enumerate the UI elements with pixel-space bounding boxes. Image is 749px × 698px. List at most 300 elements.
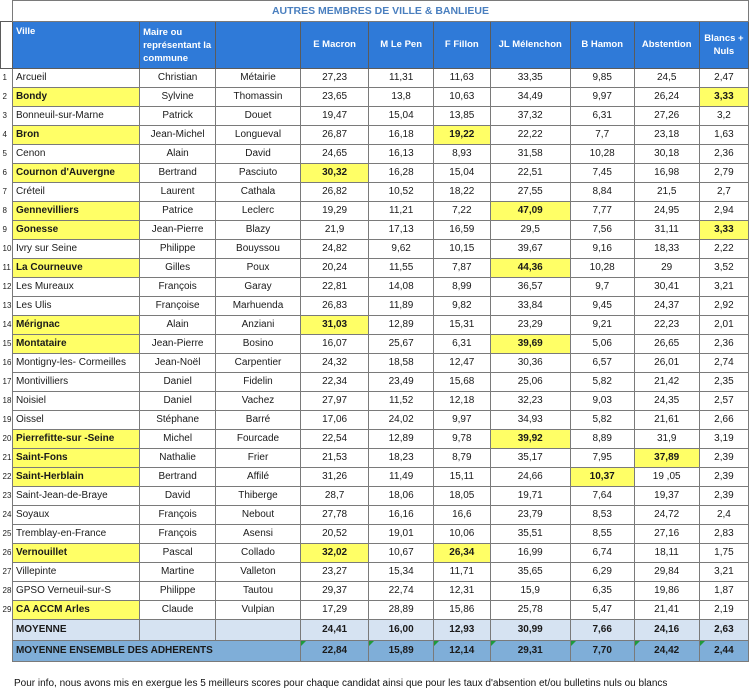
cell-hamon: 5,82 xyxy=(570,373,634,392)
table-row xyxy=(1,563,749,582)
cell-nom: Bosino xyxy=(216,335,301,354)
row-number: 19 xyxy=(2,415,12,424)
cell-lepen: 11,55 xyxy=(369,259,434,278)
cell-ville: Cenon xyxy=(12,145,139,164)
cell-blancs: 3,19 xyxy=(699,430,748,449)
cell-macron: 27,78 xyxy=(300,506,368,525)
cell-blancs: 3,33 xyxy=(699,221,748,240)
row-number: 8 xyxy=(2,206,7,215)
cell-blancs: 2,92 xyxy=(699,297,748,316)
cell-fillon: 18,05 xyxy=(433,487,490,506)
cell-melenchon: 15,9 xyxy=(490,582,570,601)
table-row xyxy=(1,506,749,525)
cell-hamon: 7,77 xyxy=(570,202,634,221)
table-row xyxy=(1,544,749,563)
row-number: 29 xyxy=(2,605,12,614)
cell-ville: Bondy xyxy=(12,88,139,107)
table-row xyxy=(1,126,749,145)
cell-blancs: 2,79 xyxy=(699,164,748,183)
cell-abstention: 29,84 xyxy=(634,563,699,582)
cell-macron: 26,83 xyxy=(300,297,368,316)
cell-macron: 23,65 xyxy=(300,88,368,107)
cell-macron: 30,32 xyxy=(300,164,368,183)
cell-hamon: 7,64 xyxy=(570,487,634,506)
cell-lepen: 19,01 xyxy=(369,525,434,544)
cell-nom: Frier xyxy=(216,449,301,468)
cell-ville: La Courneuve xyxy=(12,259,139,278)
table-row xyxy=(1,449,749,468)
moyenne-row-macron: 24,41 xyxy=(300,620,368,641)
table-row xyxy=(1,487,749,506)
cell-fillon: 26,34 xyxy=(433,544,490,563)
moyenne-row xyxy=(1,620,749,641)
cell-melenchon: 47,09 xyxy=(490,202,570,221)
row-number: 14 xyxy=(2,320,12,329)
cell-prenom: Daniel xyxy=(140,392,216,411)
cell-lepen: 13,8 xyxy=(369,88,434,107)
cell-prenom: Daniel xyxy=(140,373,216,392)
cell-ville: Créteil xyxy=(12,183,139,202)
cell-abstention: 24,35 xyxy=(634,392,699,411)
cell-prenom: Gilles xyxy=(140,259,216,278)
cell-abstention: 22,23 xyxy=(634,316,699,335)
cell-abstention: 24,72 xyxy=(634,506,699,525)
table-row xyxy=(1,240,749,259)
cell-fillon: 9,97 xyxy=(433,411,490,430)
cell-abstention: 26,01 xyxy=(634,354,699,373)
cell-lepen: 18,06 xyxy=(369,487,434,506)
table-row xyxy=(1,278,749,297)
cell-hamon: 7,95 xyxy=(570,449,634,468)
cell-melenchon: 39,67 xyxy=(490,240,570,259)
cell-hamon: 6,57 xyxy=(570,354,634,373)
table-row xyxy=(1,221,749,240)
cell-nom: Leclerc xyxy=(216,202,301,221)
table-row xyxy=(1,202,749,221)
cell-ville: Soyaux xyxy=(12,506,139,525)
cell-nom: Anziani xyxy=(216,316,301,335)
row-number: 1 xyxy=(2,73,7,83)
cell-macron: 23,27 xyxy=(300,563,368,582)
cell-fillon: 12,47 xyxy=(433,354,490,373)
cell-nom: Blazy xyxy=(216,221,301,240)
cell-fillon: 15,68 xyxy=(433,373,490,392)
cell-abstention: 19,37 xyxy=(634,487,699,506)
cell-lepen: 16,18 xyxy=(369,126,434,145)
cell-blancs: 2,4 xyxy=(699,506,748,525)
cell-melenchon: 34,49 xyxy=(490,88,570,107)
cell-fillon: 9,82 xyxy=(433,297,490,316)
table-row xyxy=(1,354,749,373)
table-row xyxy=(1,183,749,202)
cell-fillon: 10,06 xyxy=(433,525,490,544)
cell-macron: 20,52 xyxy=(300,525,368,544)
cell-macron: 21,9 xyxy=(300,221,368,240)
row-number: 3 xyxy=(2,111,7,120)
cell-ville: Pierrefitte-sur -Seine xyxy=(12,430,139,449)
cell-lepen: 11,49 xyxy=(369,468,434,487)
row-number: 23 xyxy=(2,491,12,500)
moyenne-ensemble-row-melenchon: 29,31 xyxy=(490,641,570,662)
cell-melenchon: 44,36 xyxy=(490,259,570,278)
moyenne-row-fillon: 12,93 xyxy=(433,620,490,641)
cell-abstention: 29 xyxy=(634,259,699,278)
moyenne-ensemble-row-macron: 22,84 xyxy=(300,641,368,662)
cell-fillon: 8,93 xyxy=(433,145,490,164)
row-number: 2 xyxy=(2,92,7,101)
cell-prenom: Laurent xyxy=(140,183,216,202)
cell-fillon: 18,22 xyxy=(433,183,490,202)
cell-ville: Gonesse xyxy=(12,221,139,240)
cell-macron: 22,34 xyxy=(300,373,368,392)
header-melenchon: JL Mélenchon xyxy=(490,22,570,69)
cell-ville: Montataire xyxy=(12,335,139,354)
cell-fillon: 10,63 xyxy=(433,88,490,107)
moyenne-ensemble-row-blancs: 2,44 xyxy=(699,641,748,662)
cell-nom: Valleton xyxy=(216,563,301,582)
cell-blancs: 3,21 xyxy=(699,563,748,582)
cell-nom: Garay xyxy=(216,278,301,297)
row-number: 26 xyxy=(2,548,12,557)
cell-prenom: Jean-Pierre xyxy=(140,221,216,240)
cell-abstention: 31,11 xyxy=(634,221,699,240)
cell-lepen: 15,04 xyxy=(369,107,434,126)
cell-fillon: 8,99 xyxy=(433,278,490,297)
row-number: 4 xyxy=(2,130,7,139)
cell-lepen: 25,67 xyxy=(369,335,434,354)
cell-melenchon: 25,06 xyxy=(490,373,570,392)
cell-lepen: 15,34 xyxy=(369,563,434,582)
cell-ville: Bron xyxy=(12,126,139,145)
cell-macron: 27,23 xyxy=(300,69,368,88)
cell-melenchon: 22,51 xyxy=(490,164,570,183)
cell-nom: Asensi xyxy=(216,525,301,544)
cell-ville: Noisiel xyxy=(12,392,139,411)
cell-hamon: 9,45 xyxy=(570,297,634,316)
cell-lepen: 23,49 xyxy=(369,373,434,392)
cell-prenom: Patrick xyxy=(140,107,216,126)
table-row xyxy=(1,601,749,620)
cell-fillon: 8,79 xyxy=(433,449,490,468)
cell-fillon: 7,22 xyxy=(433,202,490,221)
cell-blancs: 2,19 xyxy=(699,601,748,620)
cell-fillon: 9,78 xyxy=(433,430,490,449)
cell-prenom: Françoise xyxy=(140,297,216,316)
header-maire-nom xyxy=(216,22,301,69)
table-row xyxy=(1,468,749,487)
cell-macron: 22,54 xyxy=(300,430,368,449)
row-number: 27 xyxy=(2,567,12,576)
cell-abstention: 21,42 xyxy=(634,373,699,392)
moyenne-row-lepen: 16,00 xyxy=(369,620,434,641)
cell-macron: 28,7 xyxy=(300,487,368,506)
cell-prenom: Jean-Pierre xyxy=(140,335,216,354)
cell-fillon: 15,86 xyxy=(433,601,490,620)
cell-fillon: 15,11 xyxy=(433,468,490,487)
cell-fillon: 7,87 xyxy=(433,259,490,278)
cell-lepen: 16,28 xyxy=(369,164,434,183)
cell-blancs: 2,57 xyxy=(699,392,748,411)
cell-ville: Les Ulis xyxy=(12,297,139,316)
header-macron: E Macron xyxy=(300,22,368,69)
row-number: 5 xyxy=(2,149,7,158)
row-number: 20 xyxy=(2,434,12,443)
cell-nom: Thomassin xyxy=(216,88,301,107)
cell-macron: 19,47 xyxy=(300,107,368,126)
row-number: 22 xyxy=(2,472,12,481)
cell-abstention: 24,5 xyxy=(634,69,699,88)
row-number: 10 xyxy=(2,244,12,253)
cell-abstention: 18,11 xyxy=(634,544,699,563)
cell-melenchon: 34,93 xyxy=(490,411,570,430)
cell-prenom: David xyxy=(140,487,216,506)
header-maire: Maire ou représentant la commune xyxy=(140,22,216,69)
cell-lepen: 12,89 xyxy=(369,316,434,335)
row-number: 9 xyxy=(2,225,7,234)
row-number: 11 xyxy=(2,263,11,272)
table-row xyxy=(1,335,749,354)
cell-prenom: Michel xyxy=(140,430,216,449)
cell-fillon: 11,71 xyxy=(433,563,490,582)
cell-nom: Vulpian xyxy=(216,601,301,620)
row-number: 13 xyxy=(2,301,12,310)
table-row xyxy=(1,88,749,107)
cell-hamon: 9,85 xyxy=(570,69,634,88)
cell-abstention: 23,18 xyxy=(634,126,699,145)
header-hamon: B Hamon xyxy=(570,22,634,69)
row-number: 25 xyxy=(2,529,12,538)
cell-macron: 24,82 xyxy=(300,240,368,259)
row-number: 21 xyxy=(2,453,12,462)
cell-fillon: 12,18 xyxy=(433,392,490,411)
cell-melenchon: 36,57 xyxy=(490,278,570,297)
row-number: 15 xyxy=(2,339,12,348)
cell-melenchon: 33,35 xyxy=(490,69,570,88)
cell-blancs: 2,66 xyxy=(699,411,748,430)
moyenne-ensemble-row xyxy=(1,641,749,662)
cell-abstention: 27,16 xyxy=(634,525,699,544)
cell-blancs: 3,33 xyxy=(699,88,748,107)
cell-melenchon: 35,51 xyxy=(490,525,570,544)
cell-prenom: Philippe xyxy=(140,240,216,259)
cell-melenchon: 31,58 xyxy=(490,145,570,164)
cell-hamon: 8,53 xyxy=(570,506,634,525)
cell-ville: Les Mureaux xyxy=(12,278,139,297)
cell-prenom: François xyxy=(140,525,216,544)
cell-nom: Collado xyxy=(216,544,301,563)
cell-nom: Tautou xyxy=(216,582,301,601)
table-row xyxy=(1,525,749,544)
cell-fillon: 15,04 xyxy=(433,164,490,183)
header-abstention: Abstention xyxy=(634,22,699,69)
cell-melenchon: 24,66 xyxy=(490,468,570,487)
cell-prenom: Nathalie xyxy=(140,449,216,468)
cell-lepen: 10,67 xyxy=(369,544,434,563)
cell-ville: Saint-Fons xyxy=(12,449,139,468)
cell-macron: 24,32 xyxy=(300,354,368,373)
cell-lepen: 11,31 xyxy=(369,69,434,88)
cell-abstention: 30,18 xyxy=(634,145,699,164)
cell-lepen: 22,74 xyxy=(369,582,434,601)
table-row xyxy=(1,297,749,316)
cell-melenchon: 22,22 xyxy=(490,126,570,145)
cell-ville: GPSO Verneuil-sur-S xyxy=(12,582,139,601)
cell-prenom: Martine xyxy=(140,563,216,582)
cell-blancs: 3,52 xyxy=(699,259,748,278)
cell-melenchon: 39,92 xyxy=(490,430,570,449)
cell-abstention: 19 ,05 xyxy=(634,468,699,487)
cell-melenchon: 25,78 xyxy=(490,601,570,620)
cell-hamon: 10,28 xyxy=(570,145,634,164)
cell-macron: 31,26 xyxy=(300,468,368,487)
table-row xyxy=(1,164,749,183)
header-fillon: F Fillon xyxy=(433,22,490,69)
cell-blancs: 2,83 xyxy=(699,525,748,544)
cell-fillon: 11,63 xyxy=(433,69,490,88)
table-row xyxy=(1,392,749,411)
cell-blancs: 2,36 xyxy=(699,335,748,354)
cell-macron: 31,03 xyxy=(300,316,368,335)
cell-hamon: 6,35 xyxy=(570,582,634,601)
cell-hamon: 9,97 xyxy=(570,88,634,107)
row-number: 6 xyxy=(2,168,7,177)
cell-macron: 27,97 xyxy=(300,392,368,411)
cell-hamon: 9,16 xyxy=(570,240,634,259)
cell-hamon: 8,89 xyxy=(570,430,634,449)
cell-ville: Bonneuil-sur-Marne xyxy=(12,107,139,126)
cell-melenchon: 29,5 xyxy=(490,221,570,240)
cell-melenchon: 37,32 xyxy=(490,107,570,126)
cell-fillon: 12,31 xyxy=(433,582,490,601)
cell-nom: Barré xyxy=(216,411,301,430)
cell-ville: Oissel xyxy=(12,411,139,430)
cell-ville: Ivry sur Seine xyxy=(12,240,139,259)
cell-melenchon: 32,23 xyxy=(490,392,570,411)
row-number: 18 xyxy=(2,396,12,405)
cell-blancs: 2,94 xyxy=(699,202,748,221)
table-row xyxy=(1,430,749,449)
cell-prenom: Stéphane xyxy=(140,411,216,430)
cell-melenchon: 35,17 xyxy=(490,449,570,468)
cell-nom: Bouyssou xyxy=(216,240,301,259)
moyenne-ensemble-row-hamon: 7,70 xyxy=(570,641,634,662)
cell-hamon: 6,29 xyxy=(570,563,634,582)
cell-melenchon: 16,99 xyxy=(490,544,570,563)
cell-abstention: 26,65 xyxy=(634,335,699,354)
cell-hamon: 7,7 xyxy=(570,126,634,145)
cell-hamon: 5,47 xyxy=(570,601,634,620)
cell-hamon: 9,7 xyxy=(570,278,634,297)
cell-abstention: 19,86 xyxy=(634,582,699,601)
cell-nom: Pasciuto xyxy=(216,164,301,183)
cell-abstention: 31,9 xyxy=(634,430,699,449)
cell-blancs: 2,74 xyxy=(699,354,748,373)
table-row xyxy=(1,411,749,430)
moyenne-row-label: MOYENNE xyxy=(12,620,139,641)
cell-fillon: 15,31 xyxy=(433,316,490,335)
cell-hamon: 10,37 xyxy=(570,468,634,487)
cell-abstention: 30,41 xyxy=(634,278,699,297)
cell-ville: CA ACCM Arles xyxy=(12,601,139,620)
cell-melenchon: 27,55 xyxy=(490,183,570,202)
cell-ville: Saint-Herblain xyxy=(12,468,139,487)
cell-blancs: 1,75 xyxy=(699,544,748,563)
cell-ville: Gennevilliers xyxy=(12,202,139,221)
cell-macron: 24,65 xyxy=(300,145,368,164)
cell-macron: 20,24 xyxy=(300,259,368,278)
cell-prenom: Pascal xyxy=(140,544,216,563)
cell-lepen: 9,62 xyxy=(369,240,434,259)
cell-hamon: 9,21 xyxy=(570,316,634,335)
cell-lepen: 11,21 xyxy=(369,202,434,221)
cell-macron: 16,07 xyxy=(300,335,368,354)
cell-nom: Vachez xyxy=(216,392,301,411)
moyenne-ensemble-row-fillon: 12,14 xyxy=(433,641,490,662)
cell-blancs: 3,21 xyxy=(699,278,748,297)
cell-nom: Affilé xyxy=(216,468,301,487)
cell-hamon: 8,84 xyxy=(570,183,634,202)
cell-abstention: 26,24 xyxy=(634,88,699,107)
cell-prenom: Bertrand xyxy=(140,468,216,487)
cell-prenom: Alain xyxy=(140,316,216,335)
cell-nom: Métairie xyxy=(216,69,301,88)
cell-ville: Vernouillet xyxy=(12,544,139,563)
cell-melenchon: 39,69 xyxy=(490,335,570,354)
cell-blancs: 2,36 xyxy=(699,145,748,164)
table-row xyxy=(1,582,749,601)
cell-nom: Thiberge xyxy=(216,487,301,506)
row-number: 24 xyxy=(2,510,12,519)
table-row xyxy=(1,316,749,335)
cell-lepen: 17,13 xyxy=(369,221,434,240)
row-number: 28 xyxy=(2,586,12,595)
cell-prenom: François xyxy=(140,506,216,525)
cell-lepen: 11,89 xyxy=(369,297,434,316)
cell-blancs: 2,39 xyxy=(699,468,748,487)
cell-hamon: 9,03 xyxy=(570,392,634,411)
header-lepen: M Le Pen xyxy=(369,22,434,69)
cell-hamon: 5,82 xyxy=(570,411,634,430)
cell-ville: Tremblay-en-France xyxy=(12,525,139,544)
moyenne-row-hamon: 7,66 xyxy=(570,620,634,641)
cell-fillon: 16,6 xyxy=(433,506,490,525)
cell-macron: 22,81 xyxy=(300,278,368,297)
cell-nom: Carpentier xyxy=(216,354,301,373)
cell-lepen: 18,58 xyxy=(369,354,434,373)
cell-macron: 26,82 xyxy=(300,183,368,202)
cell-lepen: 18,23 xyxy=(369,449,434,468)
cell-ville: Saint-Jean-de-Braye xyxy=(12,487,139,506)
cell-abstention: 24,95 xyxy=(634,202,699,221)
cell-melenchon: 19,71 xyxy=(490,487,570,506)
moyenne-row-abstention: 24,16 xyxy=(634,620,699,641)
cell-nom: David xyxy=(216,145,301,164)
cell-fillon: 10,15 xyxy=(433,240,490,259)
cell-fillon: 19,22 xyxy=(433,126,490,145)
cell-hamon: 6,74 xyxy=(570,544,634,563)
row-number: 7 xyxy=(2,187,7,196)
cell-hamon: 10,28 xyxy=(570,259,634,278)
cell-prenom: Bertrand xyxy=(140,164,216,183)
cell-lepen: 12,89 xyxy=(369,430,434,449)
cell-nom: Poux xyxy=(216,259,301,278)
cell-blancs: 2,47 xyxy=(699,69,748,88)
cell-hamon: 5,06 xyxy=(570,335,634,354)
cell-ville: Cournon d'Auvergne xyxy=(12,164,139,183)
cell-blancs: 2,01 xyxy=(699,316,748,335)
cell-ville: Montigny-les- Cormeilles xyxy=(12,354,139,373)
cell-abstention: 21,5 xyxy=(634,183,699,202)
